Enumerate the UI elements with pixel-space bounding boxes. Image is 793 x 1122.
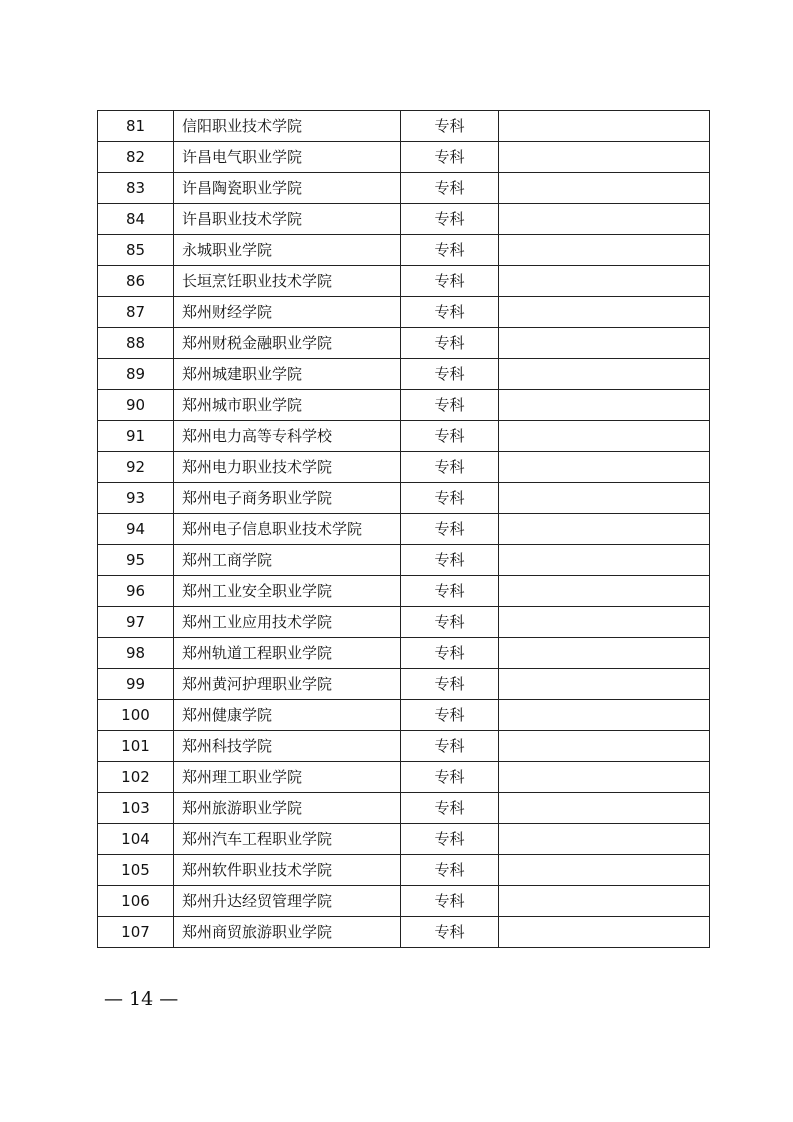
remarks-cell [499, 607, 710, 638]
table-row [98, 421, 710, 452]
education-level-cell: 专科 [401, 235, 499, 266]
remarks-cell [499, 452, 710, 483]
remarks-cell [499, 638, 710, 669]
row-number-cell: 106 [98, 886, 174, 917]
remarks-cell [499, 700, 710, 731]
row-number-cell: 91 [98, 421, 174, 452]
table-row [98, 235, 710, 266]
institution-name-cell: 郑州黄河护理职业学院 [174, 669, 401, 700]
table-row [98, 638, 710, 669]
table-row [98, 855, 710, 886]
institution-name-cell: 郑州旅游职业学院 [174, 793, 401, 824]
institution-name-cell: 许昌陶瓷职业学院 [174, 173, 401, 204]
education-level-cell: 专科 [401, 266, 499, 297]
institution-name-cell: 郑州汽车工程职业学院 [174, 824, 401, 855]
row-number-cell: 103 [98, 793, 174, 824]
institution-name-cell: 郑州财经学院 [174, 297, 401, 328]
remarks-cell [499, 793, 710, 824]
education-level-cell: 专科 [401, 576, 499, 607]
row-number-cell: 102 [98, 762, 174, 793]
education-level-cell: 专科 [401, 731, 499, 762]
row-number-cell: 89 [98, 359, 174, 390]
table-row [98, 700, 710, 731]
institution-name-cell: 郑州工业应用技术学院 [174, 607, 401, 638]
education-level-cell: 专科 [401, 669, 499, 700]
table-row [98, 917, 710, 948]
institution-name-cell: 郑州城建职业学院 [174, 359, 401, 390]
institution-name-cell: 信阳职业技术学院 [174, 111, 401, 142]
education-level-cell: 专科 [401, 359, 499, 390]
remarks-cell [499, 359, 710, 390]
remarks-cell [499, 886, 710, 917]
institution-name-cell: 许昌电气职业学院 [174, 142, 401, 173]
education-level-cell: 专科 [401, 421, 499, 452]
table-row [98, 669, 710, 700]
remarks-cell [499, 762, 710, 793]
college-table-body [98, 111, 710, 948]
institution-name-cell: 郑州升达经贸管理学院 [174, 886, 401, 917]
row-number-cell: 93 [98, 483, 174, 514]
institution-name-cell: 郑州电力职业技术学院 [174, 452, 401, 483]
institution-name-cell: 郑州工业安全职业学院 [174, 576, 401, 607]
remarks-cell [499, 142, 710, 173]
table-row [98, 142, 710, 173]
remarks-cell [499, 545, 710, 576]
remarks-cell [499, 483, 710, 514]
institution-name-cell: 永城职业学院 [174, 235, 401, 266]
education-level-cell: 专科 [401, 452, 499, 483]
table-row [98, 545, 710, 576]
education-level-cell: 专科 [401, 328, 499, 359]
education-level-cell: 专科 [401, 638, 499, 669]
remarks-cell [499, 824, 710, 855]
remarks-cell [499, 297, 710, 328]
institution-name-cell: 郑州工商学院 [174, 545, 401, 576]
table-row [98, 204, 710, 235]
row-number-cell: 97 [98, 607, 174, 638]
row-number-cell: 105 [98, 855, 174, 886]
row-number-cell: 88 [98, 328, 174, 359]
institution-name-cell: 郑州软件职业技术学院 [174, 855, 401, 886]
remarks-cell [499, 514, 710, 545]
college-table [97, 110, 710, 948]
remarks-cell [499, 266, 710, 297]
table-row [98, 173, 710, 204]
education-level-cell: 专科 [401, 483, 499, 514]
table-row [98, 297, 710, 328]
institution-name-cell: 郑州电力高等专科学校 [174, 421, 401, 452]
institution-name-cell: 许昌职业技术学院 [174, 204, 401, 235]
institution-name-cell: 郑州健康学院 [174, 700, 401, 731]
row-number-cell: 82 [98, 142, 174, 173]
page-number: — 14 — [104, 988, 179, 1010]
institution-name-cell: 郑州商贸旅游职业学院 [174, 917, 401, 948]
education-level-cell: 专科 [401, 390, 499, 421]
row-number-cell: 107 [98, 917, 174, 948]
row-number-cell: 86 [98, 266, 174, 297]
table-row [98, 328, 710, 359]
remarks-cell [499, 328, 710, 359]
education-level-cell: 专科 [401, 824, 499, 855]
remarks-cell [499, 390, 710, 421]
table-row [98, 483, 710, 514]
row-number-cell: 92 [98, 452, 174, 483]
education-level-cell: 专科 [401, 514, 499, 545]
institution-name-cell: 郑州理工职业学院 [174, 762, 401, 793]
remarks-cell [499, 917, 710, 948]
table-row [98, 452, 710, 483]
table-row [98, 886, 710, 917]
education-level-cell: 专科 [401, 297, 499, 328]
institution-name-cell: 郑州科技学院 [174, 731, 401, 762]
education-level-cell: 专科 [401, 111, 499, 142]
remarks-cell [499, 111, 710, 142]
row-number-cell: 99 [98, 669, 174, 700]
institution-name-cell: 郑州轨道工程职业学院 [174, 638, 401, 669]
remarks-cell [499, 421, 710, 452]
table-row [98, 514, 710, 545]
institution-name-cell: 郑州财税金融职业学院 [174, 328, 401, 359]
institution-name-cell: 郑州电子商务职业学院 [174, 483, 401, 514]
remarks-cell [499, 173, 710, 204]
row-number-cell: 95 [98, 545, 174, 576]
education-level-cell: 专科 [401, 793, 499, 824]
row-number-cell: 87 [98, 297, 174, 328]
education-level-cell: 专科 [401, 886, 499, 917]
remarks-cell [499, 576, 710, 607]
institution-name-cell: 长垣烹饪职业技术学院 [174, 266, 401, 297]
row-number-cell: 90 [98, 390, 174, 421]
table-row [98, 266, 710, 297]
remarks-cell [499, 855, 710, 886]
education-level-cell: 专科 [401, 762, 499, 793]
row-number-cell: 104 [98, 824, 174, 855]
remarks-cell [499, 669, 710, 700]
remarks-cell [499, 731, 710, 762]
education-level-cell: 专科 [401, 700, 499, 731]
table-row [98, 762, 710, 793]
row-number-cell: 98 [98, 638, 174, 669]
education-level-cell: 专科 [401, 173, 499, 204]
row-number-cell: 81 [98, 111, 174, 142]
row-number-cell: 94 [98, 514, 174, 545]
row-number-cell: 83 [98, 173, 174, 204]
table-row [98, 390, 710, 421]
education-level-cell: 专科 [401, 204, 499, 235]
row-number-cell: 101 [98, 731, 174, 762]
education-level-cell: 专科 [401, 917, 499, 948]
table-row [98, 731, 710, 762]
education-level-cell: 专科 [401, 142, 499, 173]
institution-name-cell: 郑州电子信息职业技术学院 [174, 514, 401, 545]
row-number-cell: 84 [98, 204, 174, 235]
table-row [98, 607, 710, 638]
education-level-cell: 专科 [401, 855, 499, 886]
education-level-cell: 专科 [401, 545, 499, 576]
row-number-cell: 100 [98, 700, 174, 731]
remarks-cell [499, 204, 710, 235]
table-row [98, 824, 710, 855]
education-level-cell: 专科 [401, 607, 499, 638]
remarks-cell [499, 235, 710, 266]
table-row [98, 359, 710, 390]
institution-name-cell: 郑州城市职业学院 [174, 390, 401, 421]
table-row [98, 576, 710, 607]
table-row [98, 793, 710, 824]
table-row [98, 111, 710, 142]
row-number-cell: 96 [98, 576, 174, 607]
row-number-cell: 85 [98, 235, 174, 266]
